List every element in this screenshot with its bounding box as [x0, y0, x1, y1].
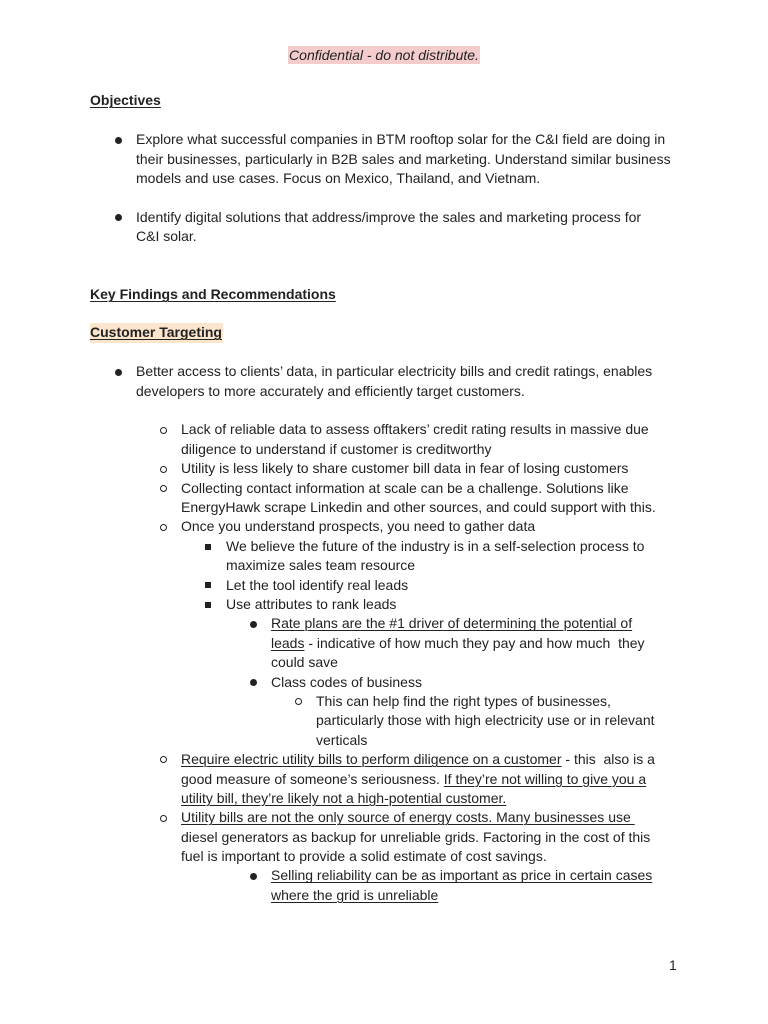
text-line: Better access to clients’ data, in particular electricity bills and credit ratings, enables	[136, 363, 653, 380]
text-line: Class codes of business	[271, 673, 422, 690]
list-item	[271, 614, 768, 672]
key-findings-heading	[90, 285, 336, 304]
hollow-circle-bullet-icon	[295, 698, 302, 705]
underlined-text: If they’re not willing to give you a	[443, 770, 647, 787]
underlined-text-line: where the grid is unreliable	[271, 886, 439, 903]
text-line: Once you understand prospects, you need to gather data	[181, 518, 536, 535]
square-bullet-icon	[205, 544, 211, 550]
text-line: Identify digital solutions that address/improve the sales and marketing process for	[136, 208, 642, 225]
list-item	[226, 595, 768, 614]
text-segment: good measure of someone’s seriousness.	[181, 770, 444, 787]
underlined-text-line: utility bill, they’re likely not a high-potential customer.	[181, 789, 507, 806]
list-item	[226, 537, 768, 576]
hollow-circle-bullet-icon	[160, 485, 167, 492]
text-line: fuel is important to provide a solid estimate of cost savings.	[181, 848, 547, 865]
text-line: Utility is less likely to share customer bill data in fear of losing customers	[181, 460, 629, 477]
key-findings-heading-text: Key Findings and Recommendations	[90, 286, 336, 303]
text-line: Lack of reliable data to assess offtakers’ credit rating results in massive due	[181, 421, 649, 438]
list-item	[181, 517, 768, 536]
text-line: Use attributes to rank leads	[226, 595, 397, 612]
list-item	[271, 866, 768, 905]
customer-targeting-list	[0, 362, 768, 905]
list-item	[316, 692, 768, 750]
underlined-text: Require electric utility bills to perform diligence on a customer	[181, 751, 562, 768]
objectives-heading-text: Objectives	[90, 92, 161, 109]
square-bullet-icon	[205, 602, 211, 608]
blank-line	[0, 401, 768, 420]
text-segment: - this also is a	[561, 751, 655, 768]
text-line: models and use cases. Focus on Mexico, Thailand, and Vietnam.	[136, 170, 541, 187]
hollow-circle-bullet-icon	[160, 756, 167, 763]
text-line: Collecting contact information at scale can be a challenge. Solutions like	[181, 479, 629, 496]
text-line: We believe the future of the industry is in a self-selection process to	[226, 537, 645, 554]
filled-circle-bullet-icon	[115, 369, 122, 376]
list-item	[181, 479, 768, 518]
filled-circle-bullet-icon	[115, 214, 122, 221]
filled-circle-bullet-icon	[115, 137, 122, 144]
text-line: EnergyHawk scrape Linkedin and other sources, and could support with this.	[181, 499, 656, 516]
hollow-circle-bullet-icon	[160, 815, 167, 822]
square-bullet-icon	[205, 582, 211, 588]
underlined-text-line: Rate plans are the #1 driver of determining the potential of	[271, 615, 633, 632]
underlined-text-line: Utility bills are not the only source of energy costs. Many businesses use	[181, 809, 635, 826]
filled-circle-bullet-icon	[250, 621, 257, 628]
hollow-circle-bullet-icon	[160, 466, 167, 473]
text-line: their businesses, particularly in B2B sales and marketing. Understand similar business	[136, 150, 671, 167]
text-line: developers to more accurately and efficiently target customers.	[136, 382, 525, 399]
text-line: could save	[271, 654, 338, 671]
text-line: Explore what successful companies in BTM rooftop solar for the C&I field are doing in	[136, 131, 666, 148]
list-item	[181, 808, 768, 866]
list-item	[181, 750, 768, 808]
filled-circle-bullet-icon	[250, 873, 257, 880]
customer-targeting-heading-text: Customer Targeting	[90, 323, 223, 342]
text-line: diesel generators as backup for unreliable grids. Factoring in the cost of this	[181, 828, 651, 845]
hollow-circle-bullet-icon	[160, 427, 167, 434]
underlined-text: leads	[271, 634, 305, 651]
list-item	[136, 130, 768, 188]
confidential-note: Confidential - do not distribute.	[289, 46, 479, 63]
list-item	[181, 459, 768, 478]
list-item	[226, 576, 768, 595]
text-line: C&I solar.	[136, 228, 197, 245]
objectives-heading	[90, 91, 161, 110]
page-number: 1	[669, 957, 677, 974]
text-line	[181, 750, 768, 769]
confidential-banner	[0, 46, 768, 65]
text-line: maximize sales team resource	[226, 557, 416, 574]
list-item	[181, 420, 768, 459]
text-line: diligence to understand if customer is creditworthy	[181, 440, 492, 457]
customer-targeting-heading	[90, 323, 223, 342]
blank-line	[0, 188, 768, 207]
text-line	[181, 770, 768, 789]
hollow-circle-bullet-icon	[160, 524, 167, 531]
objectives-list	[0, 130, 768, 246]
underlined-text-line: Selling reliability can be as important as price in certain cases	[271, 867, 653, 884]
list-item	[136, 362, 768, 401]
text-segment: - indicative of how much they pay and how much they	[304, 634, 645, 651]
text-line: verticals	[316, 731, 368, 748]
text-line: particularly those with high electricity use or in relevant	[316, 712, 655, 729]
text-line: This can help find the right types of businesses,	[316, 692, 611, 709]
text-line	[271, 634, 768, 653]
list-item	[271, 673, 768, 692]
list-item	[136, 208, 768, 247]
filled-circle-bullet-icon	[250, 679, 257, 686]
text-line: Let the tool identify real leads	[226, 576, 409, 593]
